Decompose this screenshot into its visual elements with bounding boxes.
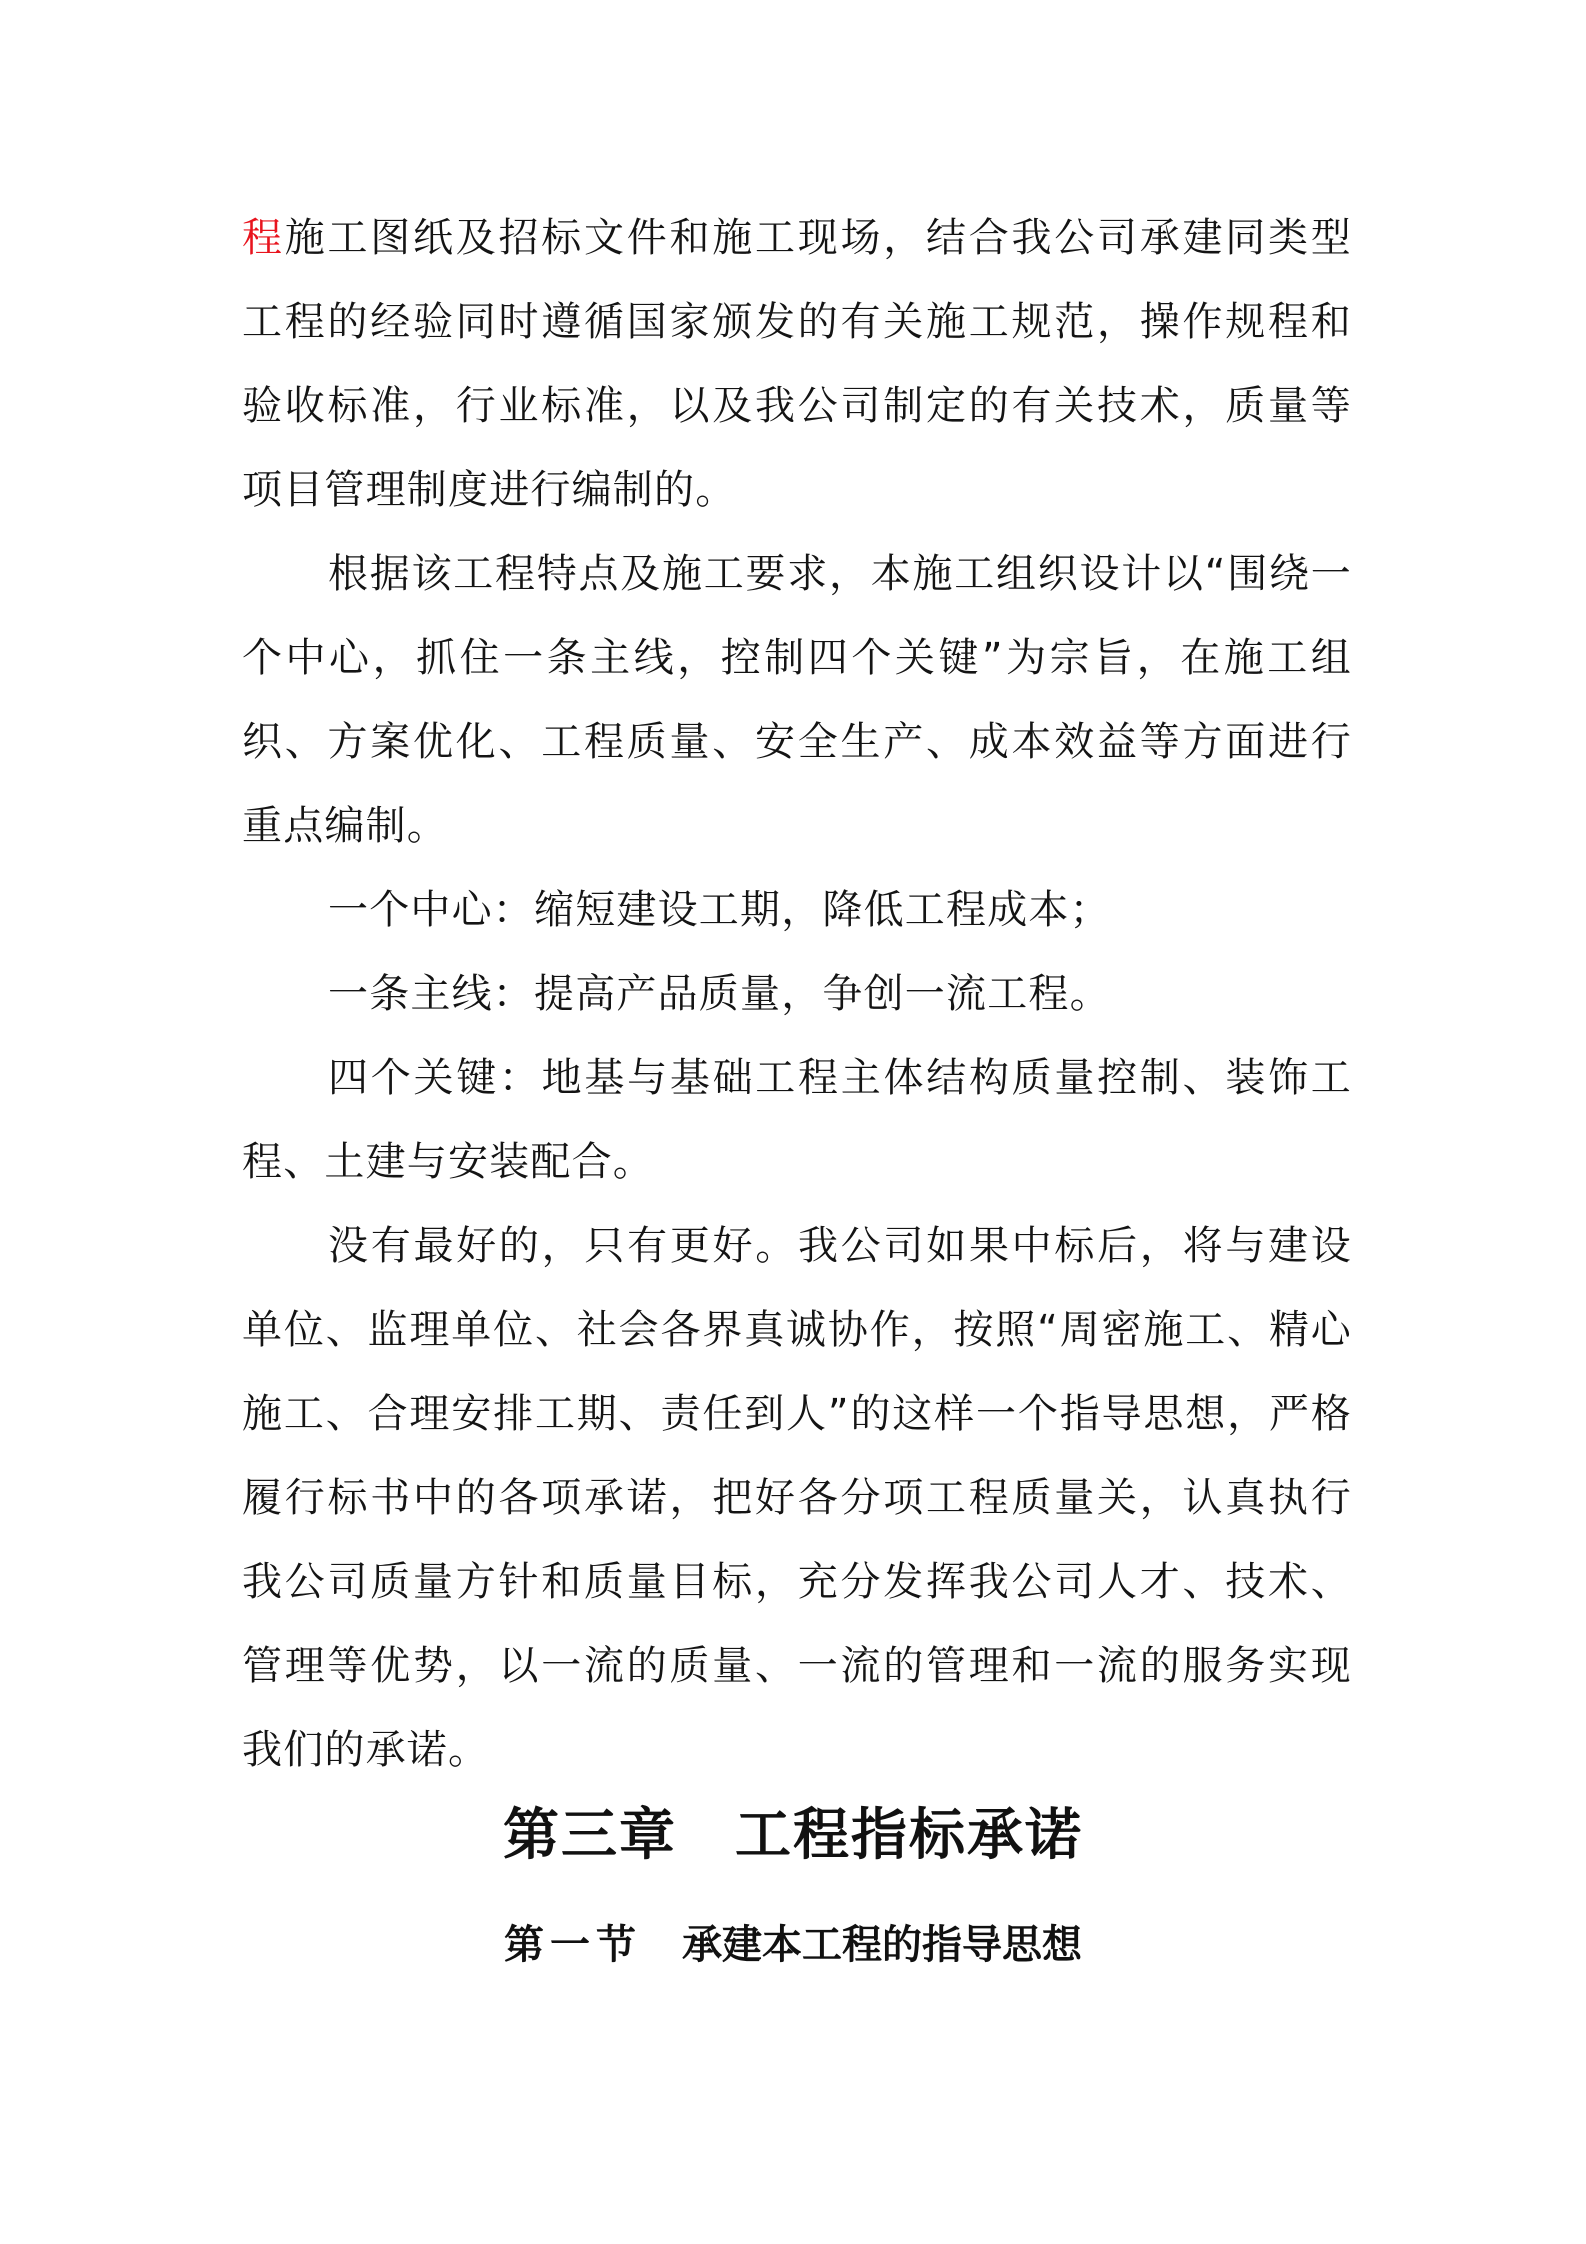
chapter-heading (0, 1796, 1586, 1876)
highlighted-character: 程 (242, 215, 285, 261)
chapter-number: 第三章 (503, 1803, 677, 1868)
body-text (242, 196, 1352, 1792)
section-title: 承建本工程的指导思想 (682, 1922, 1082, 1968)
section-number: 第一节 (504, 1921, 642, 1968)
paragraph-commitment: 没有最好的，只有更好。我公司如果中标后，将与建设单位、监理单位、社会各界真诚协作，按照“周密施工、精心施工、合理安排工期、责任到人”的这样一个指导思想，严格履行标书中的各项承诺，把好各分项工程质量关，认真执行我公司质量方针和质量目标，充分发挥我公司人才、技术、管理等优势，以一流的质量、一流的管理和一流的服务实现我们的承诺。 (242, 1223, 1352, 1773)
paragraph-four-keys: 四个关键：地基与基础工程主体结构质量控制、装饰工程、土建与安装配合。 (242, 1055, 1352, 1185)
paragraph-one-center: 一个中心：缩短建设工期，降低工程成本； (328, 887, 1111, 933)
paragraph-intro-continued (242, 196, 1352, 532)
paragraph-text: 施工图纸及招标文件和施工现场，结合我公司承建同类型工程的经验同时遵循国家颁发的有关施工规范，操作规程和验收标准，行业标准，以及我公司制定的有关技术，质量等项目管理制度进行编制的。 (242, 215, 1353, 513)
chapter-title: 工程指标承诺 (735, 1803, 1083, 1868)
paragraph-guiding-principle: 根据该工程特点及施工要求，本施工组织设计以“围绕一个中心，抓住一条主线，控制四个关键”为宗旨，在施工组织、方案优化、工程质量、安全生产、成本效益等方面进行重点编制。 (242, 551, 1352, 849)
section-heading (0, 1910, 1586, 1980)
paragraph-one-mainline: 一条主线：提高产品质量，争创一流工程。 (328, 971, 1111, 1017)
